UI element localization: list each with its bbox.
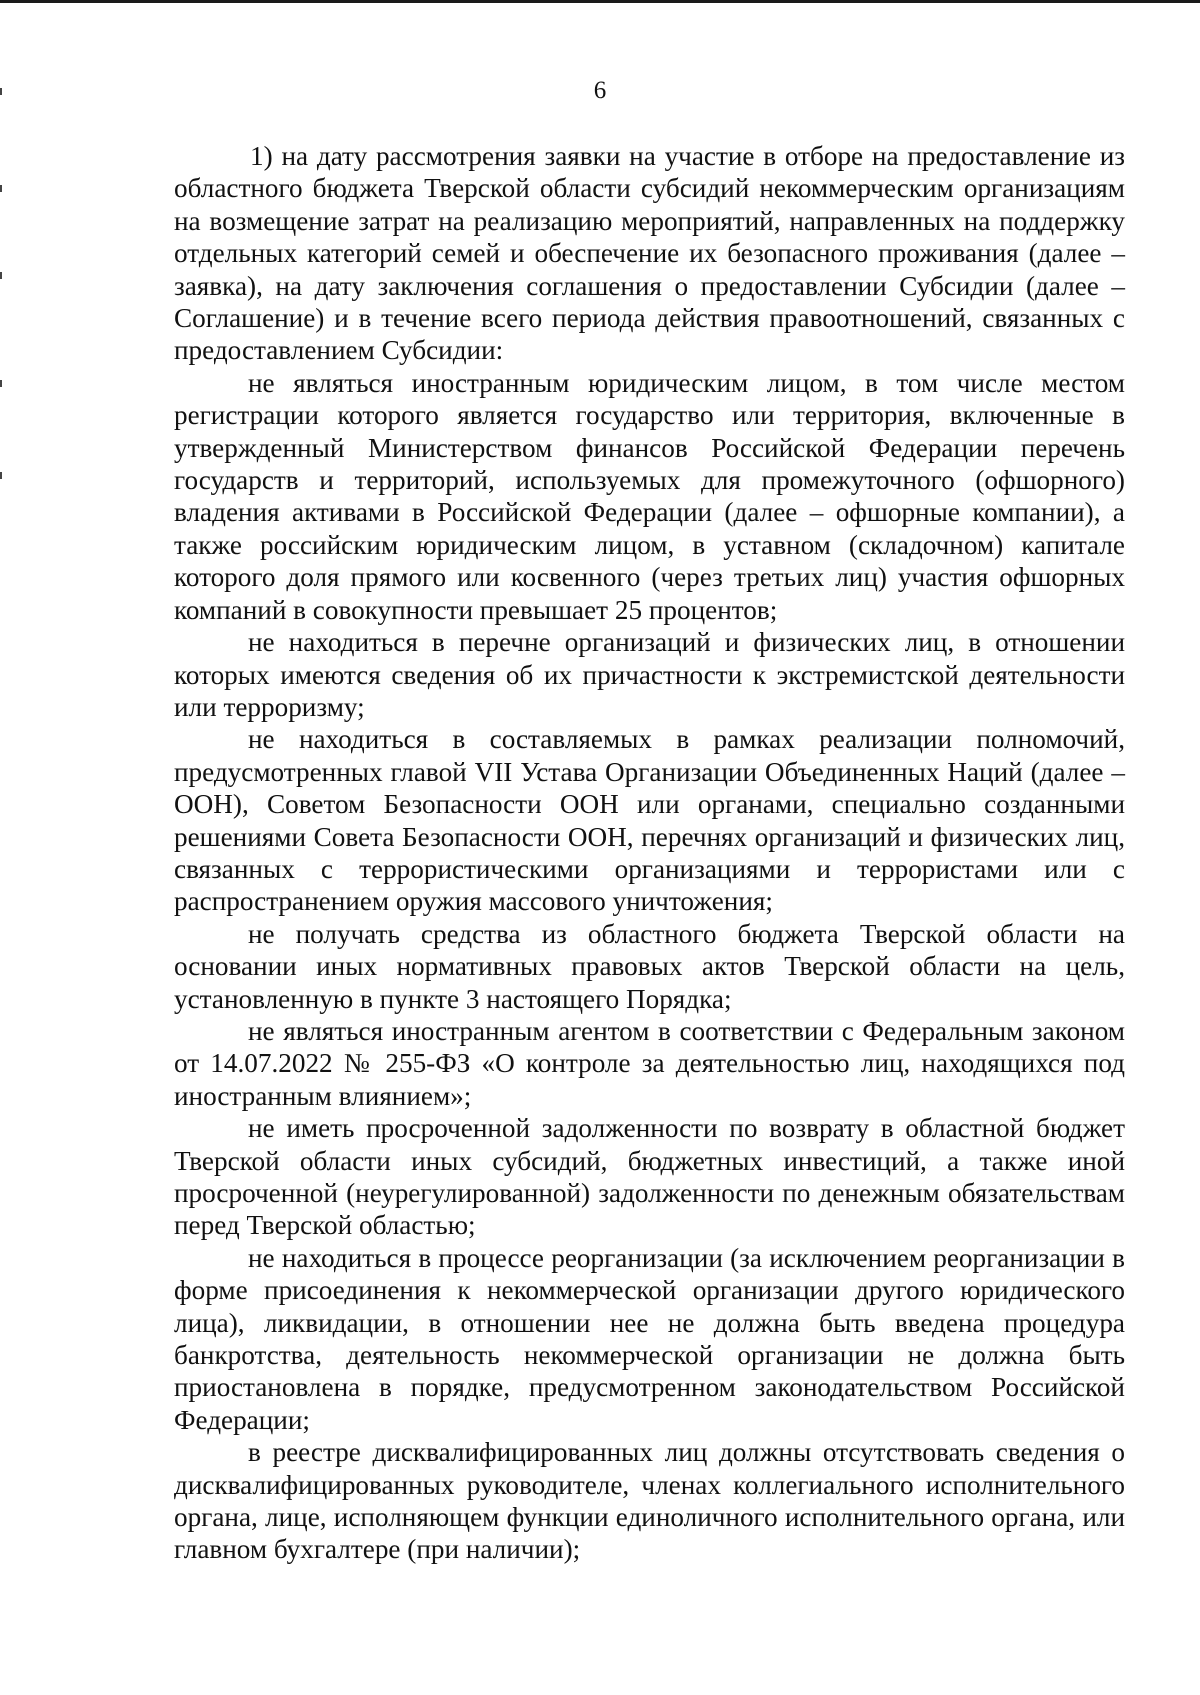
- paragraph: не находиться в составляемых в рамках реализации полномочий, предусмотренных главой VII Устава Организации Объединенных Наций (далее – ООН), Советом Безопасности ООН или органами, специально созданными решениями Совета Безопасности ООН, перечнях организаций и физических лиц, связанных с террористическими организациями и террористами или с распространением оружия массового уничтожения;: [174, 724, 1125, 917]
- paragraph: не получать средства из областного бюджета Тверской области на основании иных нормативных правовых актов Тверской области на цель, установленную в пункте 3 настоящего Порядка;: [174, 918, 1125, 1014]
- paragraph: не находиться в процессе реорганизации (за исключением реорганизации в форме присоединения к некоммерческой организации другого юридического лица), ликвидации, в отношении нее не должна быть введена процедура банкротства, деятельность некоммерческой организации не должна быть приостановлена в порядке, предусмотренном законодательством Российской Федерации;: [174, 1242, 1125, 1435]
- paragraph: 1) на дату рассмотрения заявки на участие в отборе на предоставление из областного бюджета Тверской области субсидий некоммерческим организациям на возмещение затрат на реализацию мероприятий, направленных на поддержку отдельных категорий семей и обеспечение их безопасного проживания (далее – заявка), на дату заключения соглашения о предоставлении Субсидии (далее – Соглашение) и в течение всего периода действия правоотношений, связанных с предоставлением Субсидии:: [174, 141, 1125, 366]
- paragraph: не находиться в перечне организаций и физических лиц, в отношении которых имеются сведения об их причастности к экстремистской деятельности или терроризму;: [174, 627, 1125, 722]
- scan-margin-mark: [0, 272, 2, 279]
- paragraph: не иметь просроченной задолженности по возврату в областной бюджет Тверской области иных субсидий, бюджетных инвестиций, а также иной просроченной (неурегулированной) задолженности по денежным обязательствам перед Тверской областью;: [174, 1113, 1125, 1241]
- scan-margin-mark: [0, 185, 2, 192]
- scan-margin-mark: [0, 380, 2, 387]
- paragraph: не являться иностранным агентом в соответствии с Федеральным законом от 14.07.2022 № 255-ФЗ «О контроле за деятельностью лиц, находящихся под иностранным влиянием»;: [174, 1015, 1125, 1111]
- paragraph: в реестре дисквалифицированных лиц должны отсутствовать сведения о дисквалифицированных руководителе, членах коллегиального исполнительного органа, лице, исполняющем функции единоличного исполнительного органа, или главном бухгалтере (при наличии);: [174, 1437, 1125, 1565]
- page-number: 6: [593, 77, 607, 104]
- paragraph: не являться иностранным юридическим лицом, в том числе местом регистрации которого является государство или территория, включенные в утвержденный Министерством финансов Российской Федерации перечень государств и территорий, используемых для промежуточного (офшорного) владения активами в Российской Федерации (далее – офшорные компании), а также российским юридическим лицом, в уставном (складочном) капитале которого доля прямого или косвенного (через третьих лиц) участия офшорных компаний в совокупности превышает 25 процентов;: [174, 367, 1125, 625]
- scan-margin-mark: [0, 472, 2, 479]
- document-body: [174, 140, 1125, 1566]
- scan-top-edge: [0, 0, 1200, 3]
